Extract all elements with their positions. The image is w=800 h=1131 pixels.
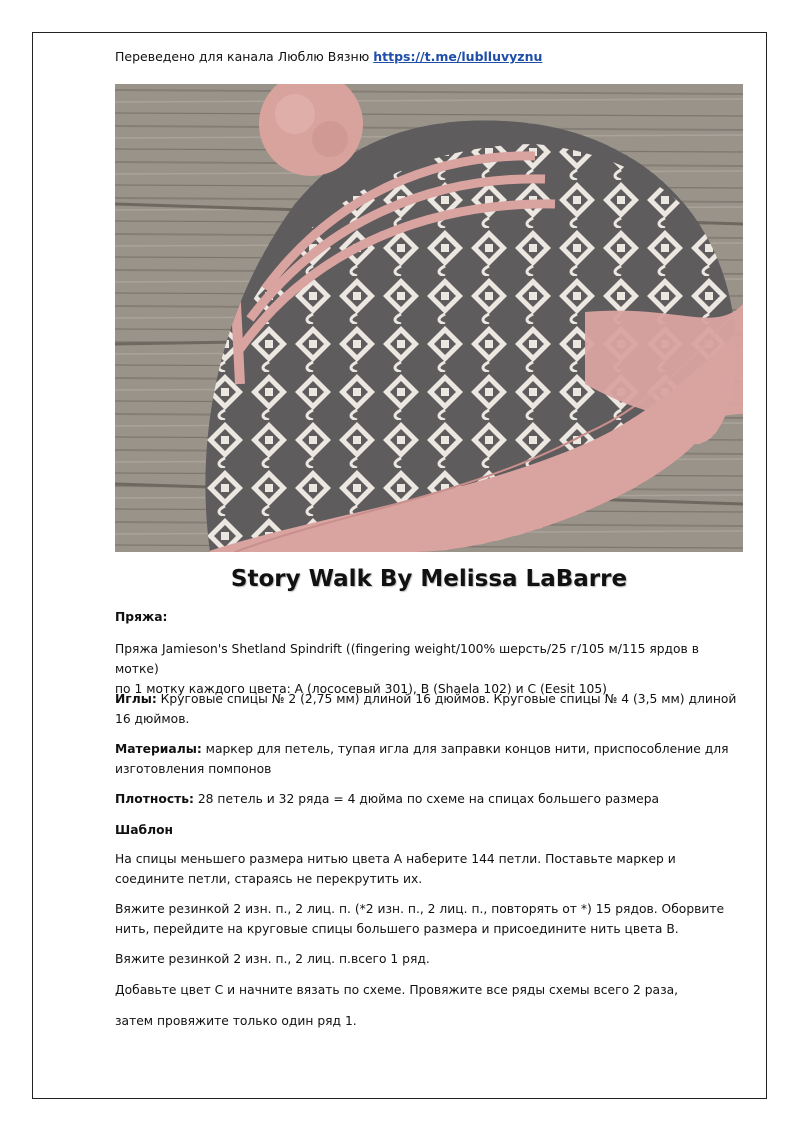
gauge-paragraph	[115, 789, 745, 809]
gauge-text: 28 петель и 32 ряда = 4 дюйма по схеме на спицах большего размера	[193, 792, 660, 806]
needles-label: Иглы:	[115, 692, 157, 706]
materials-label: Материалы:	[115, 742, 202, 756]
pattern-paragraph-3: Вяжите резинкой 2 изн. п., 2 лиц. п.всего 1 ряд.	[115, 952, 430, 966]
yarn-heading	[115, 607, 745, 627]
pattern-heading-text: Шаблон	[115, 823, 174, 837]
materials-paragraph	[115, 739, 745, 779]
pattern-title: Story Walk By Melissa LaBarre	[230, 566, 628, 592]
needles-paragraph	[115, 689, 745, 729]
pattern-heading	[115, 820, 745, 840]
yarn-heading-text: Пряжа:	[115, 610, 168, 624]
hat-photo-icon	[115, 84, 743, 552]
pattern-paragraph-5: затем провяжите только один ряд 1.	[115, 1014, 357, 1028]
header-text: Переведено для канала Люблю Вязню	[115, 49, 370, 64]
header-line	[115, 49, 542, 64]
pattern-paragraph-1: На спицы меньшего размера нитью цвета A наберите 144 петли. Поставьте маркер и соедините петли, стараясь не перекрутить их.	[115, 852, 676, 886]
yarn-line-1: Пряжа Jamieson's Shetland Spindrift ((fingering weight/100% шерсть/25 г/105 м/115 ярдов в мотке)	[115, 642, 699, 676]
pattern-paragraph-2: Вяжите резинкой 2 изн. п., 2 лиц. п. (*2 изн. п., 2 лиц. п., повторять от *) 15 рядов. Оборвите нить, перейдите на круговые спицы большего размера и присоедините нить цвета B.	[115, 902, 725, 936]
yarn-line-2: по 1 мотку каждого цвета: A (лососевый 301), B (Shaela 102) и C (Eesit 105)	[115, 682, 607, 696]
hat-photo	[115, 84, 743, 552]
pattern-paragraph-4: Добавьте цвет C и начните вязать по схеме. Провяжите все ряды схемы всего 2 раза,	[115, 983, 679, 997]
needles-text: Круговые спицы № 2 (2,75 мм) длиной 16 дюймов. Круговые спицы № 4 (3,5 мм) длиной 16 дюймов.	[115, 692, 737, 726]
channel-link[interactable]: https://t.me/lublluvyznu	[373, 49, 543, 64]
gauge-label: Плотность:	[115, 792, 194, 806]
materials-text: маркер для петель, тупая игла для заправки концов нити, приспособление для изготовления помпонов	[115, 742, 729, 776]
